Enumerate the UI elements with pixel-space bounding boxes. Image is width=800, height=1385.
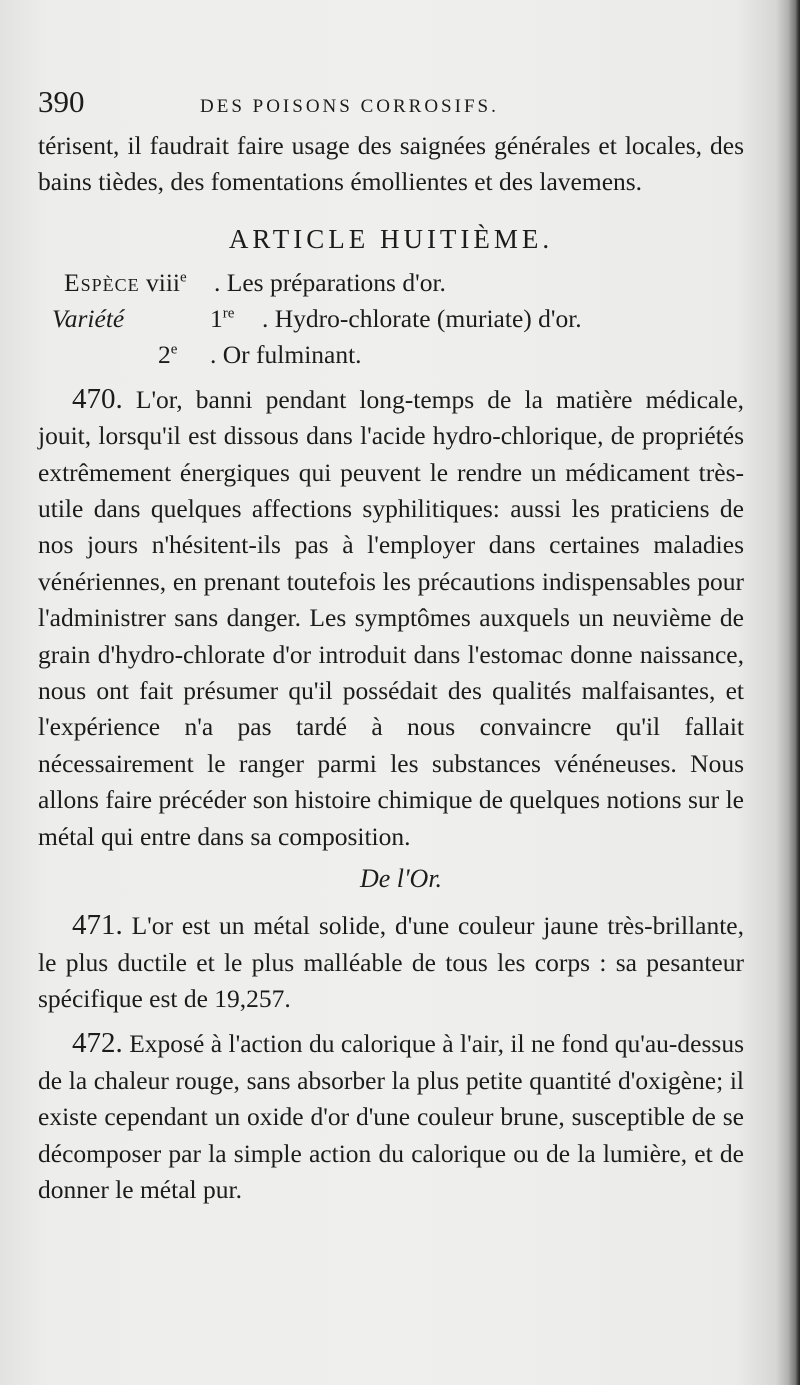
intro-paragraph: térisent, il faudrait faire usage des saignées générales et locales, des bains tièdes, des fomentations émollientes et des lavemens. bbox=[38, 131, 744, 197]
paragraph-text-471: L'or est un métal solide, d'une couleur jaune très-brillante, le plus ductile et le plus malléable de tous les corps : sa pesanteur spécifique est de 19,257. bbox=[38, 911, 744, 1013]
paragraph-number-471: 471. bbox=[72, 909, 123, 942]
page-edge-shadow bbox=[788, 0, 800, 1385]
species-number: viii bbox=[145, 267, 180, 297]
paragraph-text-470: L'or, banni pendant long-temps de la matière médicale, jouit, lorsqu'il est dissous dans l'acide hydro-chlorique, de propriétés extrêmement énergiques qui peuvent le rendre un médicament très-utile dans quelques affections syphilitiques: aussi les praticiens de nos jours n'hésitent-ils pas à l'employer dans certaines maladies vénériennes, en prenant toutefois les précautions indispensables pour l'administrer sans danger. Les symptômes auxquels un neuvième de grain d'hydro-chlorate d'or introduit dans l'estomac donne naissance, nous ont fait présumer qu'il possédait des qualités malfaisantes, et l'expérience n'a pas tardé à nous convaincre qu'il fallait nécessairement le ranger parmi les substances vénéneuses. Nous allons faire précéder son histoire chimique de quelques notions sur le métal qui entre dans sa composition. bbox=[38, 384, 745, 851]
species-label: Espèce bbox=[64, 267, 140, 297]
page-number: 390 bbox=[38, 84, 85, 119]
page-content bbox=[38, 84, 744, 1208]
running-title: DES POISONS CORROSIFS. bbox=[200, 96, 499, 117]
variety2-number: 2 bbox=[158, 339, 171, 369]
variety-label: Variété bbox=[52, 303, 125, 333]
variety1-text: . Hydro-chlorate (muriate) d'or. bbox=[262, 303, 582, 333]
section-heading: De l'Or. bbox=[359, 864, 443, 894]
variety2-text: . Or fulminant. bbox=[210, 339, 362, 369]
species-row bbox=[38, 265, 744, 301]
paragraph-number-472: 472. bbox=[72, 1027, 123, 1060]
species-text: . Les préparations d'or. bbox=[214, 267, 446, 297]
variety1-number-cell bbox=[210, 301, 262, 337]
variety-row-2 bbox=[38, 337, 744, 373]
paragraph-471 bbox=[38, 907, 744, 1017]
classification-block bbox=[38, 265, 744, 373]
variety-row-1 bbox=[38, 301, 744, 337]
running-head bbox=[38, 84, 744, 124]
paragraph-text-472: Exposé à l'action du calorique à l'air, il ne fond qu'au-dessus de la chaleur rouge, sans absorber la plus petite quantité d'oxigène; il existe cependant un oxide d'or d'une couleur brune, susceptible de se décomposer par la simple action du calorique ou de la lumière, et de donner le métal pur. bbox=[38, 1029, 744, 1204]
paragraph-472 bbox=[38, 1025, 744, 1208]
species-label-cell bbox=[38, 265, 214, 301]
species-superscript: e bbox=[180, 269, 187, 286]
paragraph-number-470: 470. bbox=[72, 382, 123, 415]
article-title: ARTICLE HUITIÈME. bbox=[228, 223, 554, 254]
variety2-superscript: e bbox=[170, 341, 178, 358]
variety1-superscript: re bbox=[222, 305, 235, 322]
variety2-number-cell bbox=[158, 337, 210, 373]
paragraph-470 bbox=[38, 381, 744, 855]
variety1-number: 1 bbox=[210, 303, 223, 333]
